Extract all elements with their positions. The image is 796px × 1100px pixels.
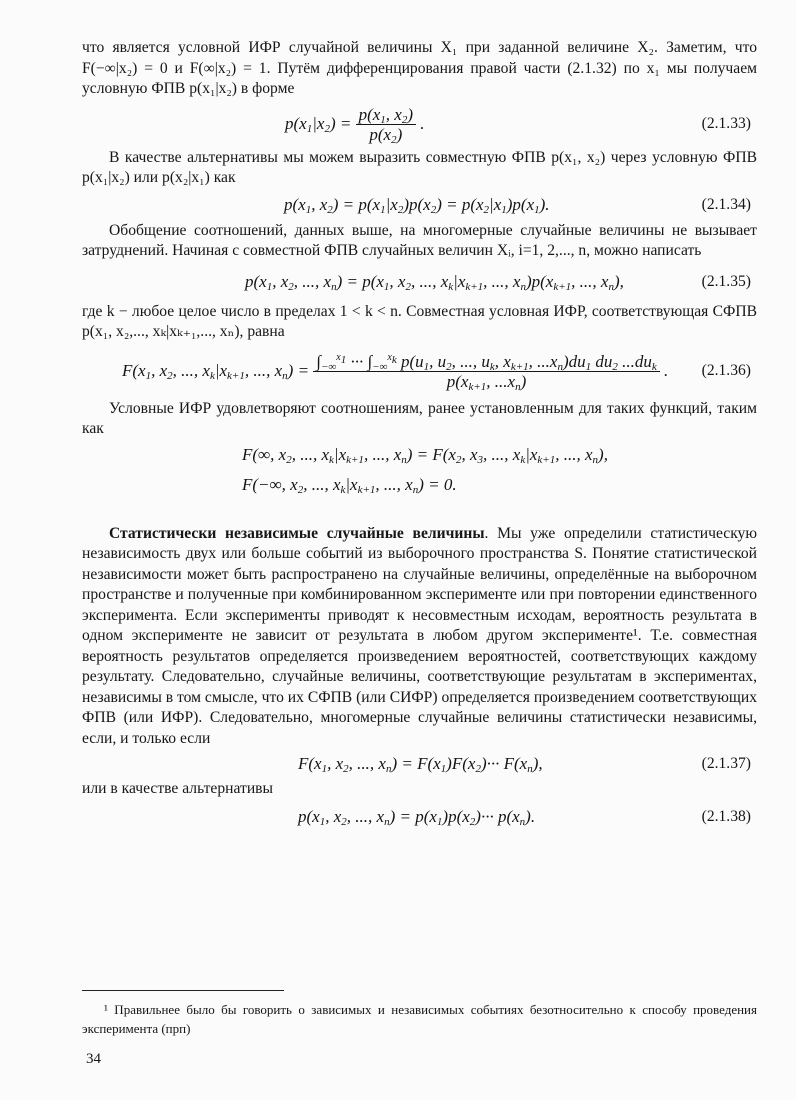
equation-body: $p(x_1$, $x_2) = p(x_1|x_2)p(x_2) = p(x_2|x_1)p(x_1)$. [284, 194, 550, 216]
equation-2-1-36 [82, 343, 757, 399]
footnote: ¹ Правильнее было бы говорить о зависимых и независимых событиях безотносительно к способу проведения эксперимента (прп) [82, 1002, 757, 1036]
equation-body: F(∞, $x_2$, ..., $x_k|x_{k+1}$, ..., $x_n) = F(x_2$, $x_3$, ..., $x_k|x_{k+1}$, ..., $x_n$), [242, 444, 608, 466]
paragraph-6-text: . Мы уже определили статистическую независимость двух или больше событий из выборочного пространства S. Понятие статистической независимости может быть распространено на случайные величины, определённые на выборочном пространстве и полученные при комбинированном эксперименте или при повторении единственного эксперимента. Если эксперименты приводят к несовместным исходам, вероятность результата в одном эксперименте не зависит от результата в любом другом эксперименте¹. Т.е. совместная вероятность результатов определяется произведением вероятностей, соответствующих каждому результату. Следовательно, случайные величины, соответствующие результатам в экспериментах, независимы в том смысле, что их СФПВ (или СИФР) определяется произведением соответствующих ФПВ (или ИФР). Следовательно, многомерные случайные величины статистически независимы, если, и только если [82, 524, 757, 747]
paragraph-3: Обобщение соотношений, данных выше, на многомерные случайные величины не вызывает затруднений. Начиная с совместной ФПВ случайных величин Xᵢ, i=1, 2,..., n, можно написать [82, 221, 757, 259]
equation-number: (2.1.35) [701, 272, 751, 290]
equation-number: (2.1.36) [701, 361, 751, 379]
page-content [82, 38, 757, 834]
equation-body: $p(x_1$, $x_2$, ..., $x_n) = p(x_1)p(x_2)\cdot\cdot\cdot p(x_n)$. [298, 806, 536, 828]
page-number: 34 [86, 1051, 101, 1067]
paragraph-5: Условные ИФР удовлетворяют соотношениям, ранее установленным для таких функций, таким как [82, 399, 757, 437]
equation-number: (2.1.38) [701, 807, 751, 825]
equation-number: (2.1.37) [701, 755, 751, 772]
equation-body: $p(x_1|x_2)$ = $\frac{p(x_1, x_2)}{p(x_2)}$ . [285, 105, 425, 147]
paragraph-1: что является условной ИФР случайной величины X₁ при заданной величине X₂. Заметим, что F(−∞|x₂) = 0 и F(∞|x₂) = 1. Путём дифференцирования правой части (2.1.32) по x₁ мы получаем условную ФПВ p(x₁|x₂) в форме [82, 39, 757, 97]
paragraph-4: где k − любое целое число в пределах 1 < k < n. Совместная условная ИФР, соответствующая СФПВ p(x₁, x₂,..., xₖ|xₖ₊₁,..., xₙ), равна [82, 302, 757, 340]
paragraph-6 [82, 524, 757, 750]
equation-body: F(−∞, $x_2$, ..., $x_k|x_{k+1}$, ..., $x_n) = 0$. [242, 474, 457, 496]
equation-2-1-35 [82, 262, 757, 302]
equation-number: (2.1.34) [701, 195, 751, 213]
equation-number: (2.1.33) [701, 114, 751, 132]
section-heading-independent: Статистически независимые случайные величины [109, 524, 485, 542]
paragraph-7: или в качестве альтернативы [82, 780, 274, 797]
equation-body: $F(x_1$, $x_2$, ..., $x_k|x_{k+1}$, ..., $x_n$) = $\int_{-\infty}^{x_1}$ ··· $\int_{-\infty}^{x_k}$ $p(u_1$, $u_2$, ..., $u_k$, $x_{k+1}$, $...x_n)du_1$ $du_2$ $...du_k$ $p(x_{k+1}$, $...x_n$) . [122, 352, 669, 394]
equation-cdf-limit-1 [82, 440, 757, 468]
equation-body: $p(x_1$, $x_2$, ..., $x_n) = p(x_1$, $x_2$, ..., $x_k|x_{k+1}$, ..., $x_n)p(x_{k+1}$, ..., $x_n$), [245, 271, 624, 293]
equation-2-1-38 [82, 800, 757, 834]
footnote-rule [82, 990, 284, 991]
equation-2-1-34 [82, 189, 757, 221]
equation-2-1-37 [82, 749, 757, 779]
paragraph-2: В качестве альтернативы мы можем выразить совместную ФПВ p(x₁, x₂) через условную ФПВ p(x₁|x₂) или p(x₂|x₁) как [82, 148, 757, 186]
equation-body: $F(x_1$, $x_2$, ..., $x_n) = F(x_1)F(x_2)\cdot\cdot\cdot F(x_n)$, [298, 754, 543, 775]
equation-cdf-limit-2 [82, 468, 757, 524]
equation-2-1-33 [82, 100, 757, 148]
